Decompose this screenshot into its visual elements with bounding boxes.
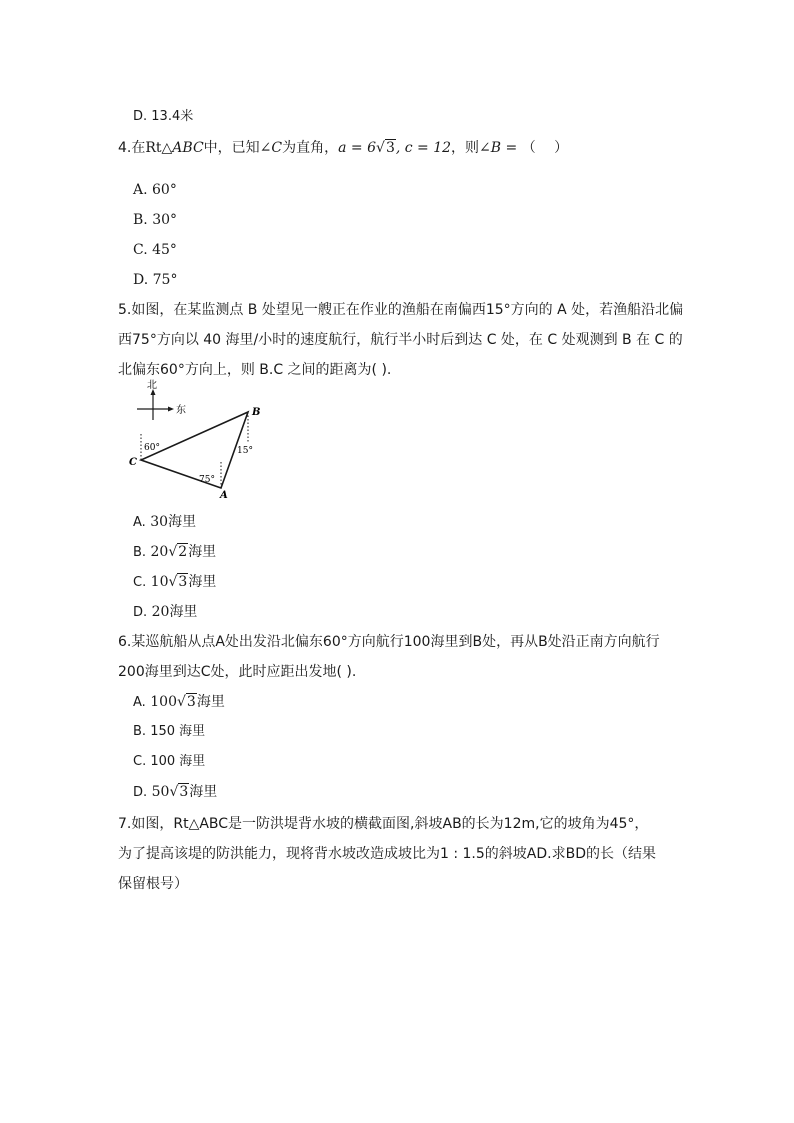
sqrt-symbol: √3 — [376, 140, 395, 156]
q4-option-b: B. 30° — [133, 212, 178, 228]
q5-figure — [125, 378, 275, 503]
q5-stem-line2: 西75°方向以 40 海里/小时的速度航行，航行半小时后到达 C 处，在 C 处观测到 B 在 C 的 — [118, 332, 683, 348]
q7-stem-line2: 为了提高该堤的防洪能力，现将背水坡改造成坡比为1 : 1.5的斜坡AD.求BD的长（结果 — [118, 846, 656, 862]
q5-option-a: A. 30海里 — [133, 514, 197, 530]
q6-option-d: D. 50√3海里 — [133, 784, 218, 800]
q4-option-d: D. 75° — [133, 272, 178, 288]
angle-75: 75° — [199, 475, 215, 485]
q6-option-a: A. 100√3海里 — [133, 694, 225, 710]
q4-option-a: A. 60° — [133, 182, 177, 198]
q6-stem-line1: 6.某巡航船从点A处出发沿北偏东60°方向航行100海里到B处，再从B处沿正南方向航行 — [118, 634, 660, 650]
q5-stem-line1: 5.如图，在某监测点 B 处望见一艘正在作业的渔船在南偏西15°方向的 A 处，若渔船沿北偏 — [118, 302, 684, 318]
q7-stem-line1: 7.如图，Rt△ABC是一防洪堤背水坡的横截面图,斜坡AB的长为12m,它的坡角为45°， — [118, 816, 649, 832]
sqrt-symbol: √2 — [168, 544, 188, 560]
q4-stem: 4.在Rt△ABC中，已知∠C为直角，a = 6√3, c = 12，则∠B = （ ） — [118, 140, 569, 156]
sqrt-symbol: √3 — [176, 694, 196, 710]
east-label: 东 — [176, 405, 186, 416]
label-b: B — [252, 407, 261, 418]
q6-option-b: B. 150 海里 — [133, 724, 206, 739]
q5-stem-line3: 北偏东60°方向上，则 B.C 之间的距离为( ). — [118, 362, 392, 378]
q4-option-c: C. 45° — [133, 242, 177, 258]
north-label: 北 — [147, 380, 157, 391]
q5-option-b: B. 20√2海里 — [133, 544, 217, 560]
angle-15: 15° — [237, 446, 253, 456]
q6-option-c: C. 100 海里 — [133, 754, 206, 769]
q7-stem-line3: 保留根号） — [118, 876, 188, 892]
sqrt-symbol: √3 — [169, 784, 189, 800]
q6-stem-line2: 200海里到达C处，此时应距出发地( ). — [118, 664, 357, 680]
sqrt-symbol: √3 — [168, 574, 188, 590]
q5-option-c: C. 10√3海里 — [133, 574, 217, 590]
q3-option-d: D. 13.4米 — [133, 109, 194, 124]
label-c: C — [129, 457, 137, 468]
angle-60: 60° — [144, 443, 160, 453]
label-a: A — [220, 490, 228, 501]
q5-option-d: D. 20海里 — [133, 604, 198, 620]
